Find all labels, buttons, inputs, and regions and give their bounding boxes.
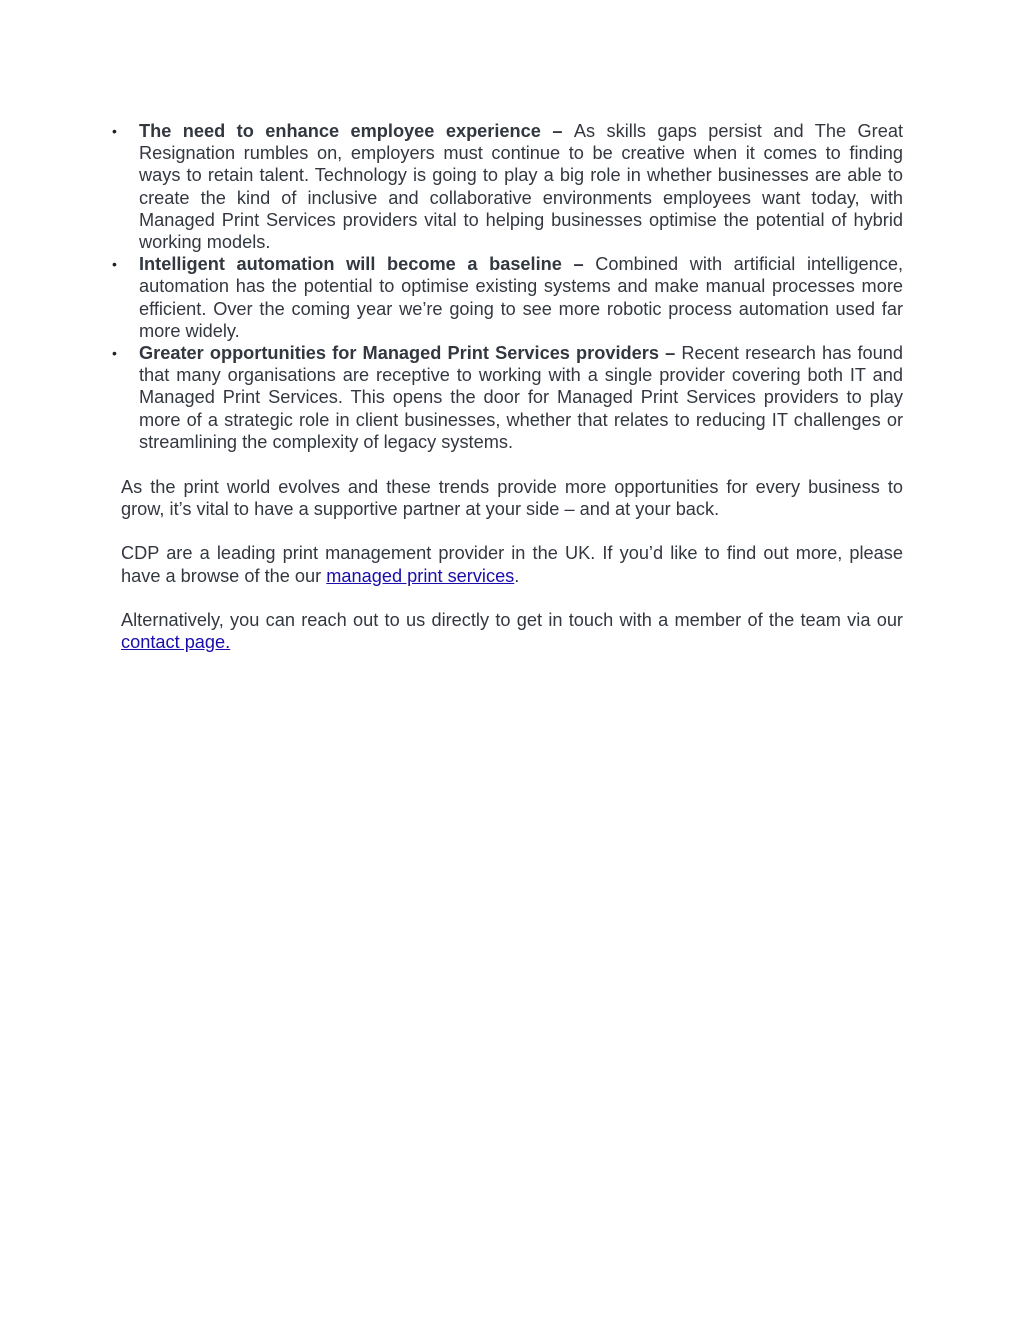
bullet-icon: •	[112, 123, 117, 139]
list-item	[112, 120, 904, 253]
bullet-text: As skills gaps persist and The Great Resignation rumbles on, employers must continue to be creative when it comes to finding ways to retain talent. Technology is going to play a big role in whether businesses are able to create the kind of inclusive and collaborative environments employees want today, with Managed Print Services providers vital to helping businesses optimise the potential of hybrid working models.	[139, 121, 904, 253]
bullet-text: Combined with artificial intelligence, automation has the potential to optimise existing systems and make manual processes more efficient. Over the coming year we’re going to see more robotic process automation used far more widely.	[139, 254, 903, 341]
bullet-heading: The need to enhance employee experience –	[139, 121, 574, 141]
bullet-icon: •	[112, 256, 117, 273]
cdp-paragraph	[121, 542, 903, 586]
cdp-paragraph-end: .	[514, 565, 520, 586]
contact-paragraph	[121, 609, 903, 653]
contact-paragraph-text: Alternatively, you can reach out to us directly to get in touch with a member of the team via our	[121, 609, 903, 630]
document-body	[112, 120, 904, 653]
list-item	[112, 342, 903, 453]
contact-page-link[interactable]: contact page.	[121, 632, 231, 653]
bullet-text: Recent research has found that many organisations are receptive to working with a single provider covering both IT and Managed Print Services. This opens the door for Managed Print Services providers to play more of a strategic role in client businesses, whether that relates to reducing IT challenges or streamlining the complexity of legacy systems.	[139, 343, 903, 452]
managed-print-services-link[interactable]: managed print services	[326, 565, 515, 586]
bullet-icon: •	[112, 345, 117, 362]
bullet-heading: Greater opportunities for Managed Print Services providers –	[139, 343, 682, 364]
closing-paragraph: As the print world evolves and these trends provide more opportunities for every business to grow, it’s vital to have a supportive partner at your side – and at your back.	[121, 477, 903, 520]
bullet-heading: Intelligent automation will become a baseline –	[139, 254, 596, 275]
list-item	[112, 253, 903, 342]
trends-list	[112, 120, 904, 453]
cdp-paragraph-text: CDP are a leading print management provider in the UK. If you’d like to find out more, please have a browse of the our	[121, 543, 903, 586]
